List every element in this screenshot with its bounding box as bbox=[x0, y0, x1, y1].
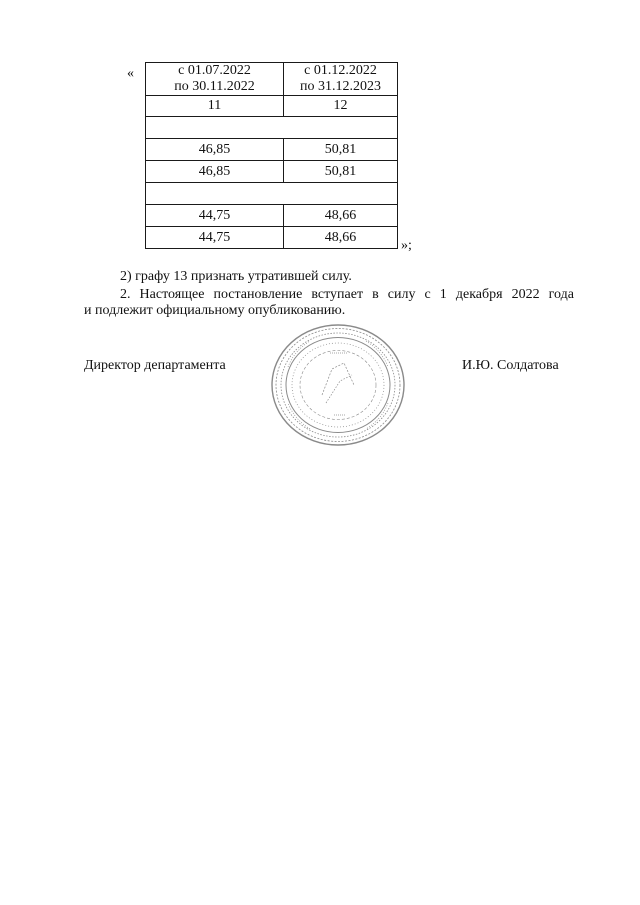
signatory-name: И.Ю. Солдатова bbox=[462, 358, 559, 373]
table-empty-row bbox=[146, 183, 398, 205]
table-cell: 46,85 bbox=[146, 161, 284, 183]
closing-quote: »; bbox=[401, 238, 412, 253]
table-cell: 50,81 bbox=[284, 161, 398, 183]
signatory-position: Директор департамента bbox=[84, 358, 226, 373]
table-row bbox=[146, 161, 398, 183]
table-cell: 46,85 bbox=[146, 139, 284, 161]
item-2-text: 2) графу 13 признать утратившей силу. bbox=[120, 269, 352, 284]
table-cell: 50,81 bbox=[284, 139, 398, 161]
column-number: 11 bbox=[146, 96, 284, 117]
header-period-1: с 01.07.2022 по 30.11.2022 bbox=[146, 63, 284, 96]
table-empty-row bbox=[146, 117, 398, 139]
table-cell: 44,75 bbox=[146, 227, 284, 249]
table-cell: 48,66 bbox=[284, 227, 398, 249]
table-cell: 48,66 bbox=[284, 205, 398, 227]
table-cell: 44,75 bbox=[146, 205, 284, 227]
column-number: 12 bbox=[284, 96, 398, 117]
header-period-2: с 01.12.2022 по 31.12.2023 bbox=[284, 63, 398, 96]
table-row bbox=[146, 139, 398, 161]
paragraph-2-line-1: 2. Настоящее постановление вступает в силу с 1 декабря 2022 года bbox=[120, 287, 574, 302]
paragraph-2-line-2: и подлежит официальному опубликованию. bbox=[84, 303, 346, 318]
table-row bbox=[146, 227, 398, 249]
column-number-row bbox=[146, 96, 398, 117]
opening-quote: « bbox=[127, 66, 134, 81]
table-row bbox=[146, 205, 398, 227]
table-header-row bbox=[146, 63, 398, 96]
tariff-table bbox=[145, 62, 398, 249]
round-seal-icon bbox=[270, 323, 406, 447]
